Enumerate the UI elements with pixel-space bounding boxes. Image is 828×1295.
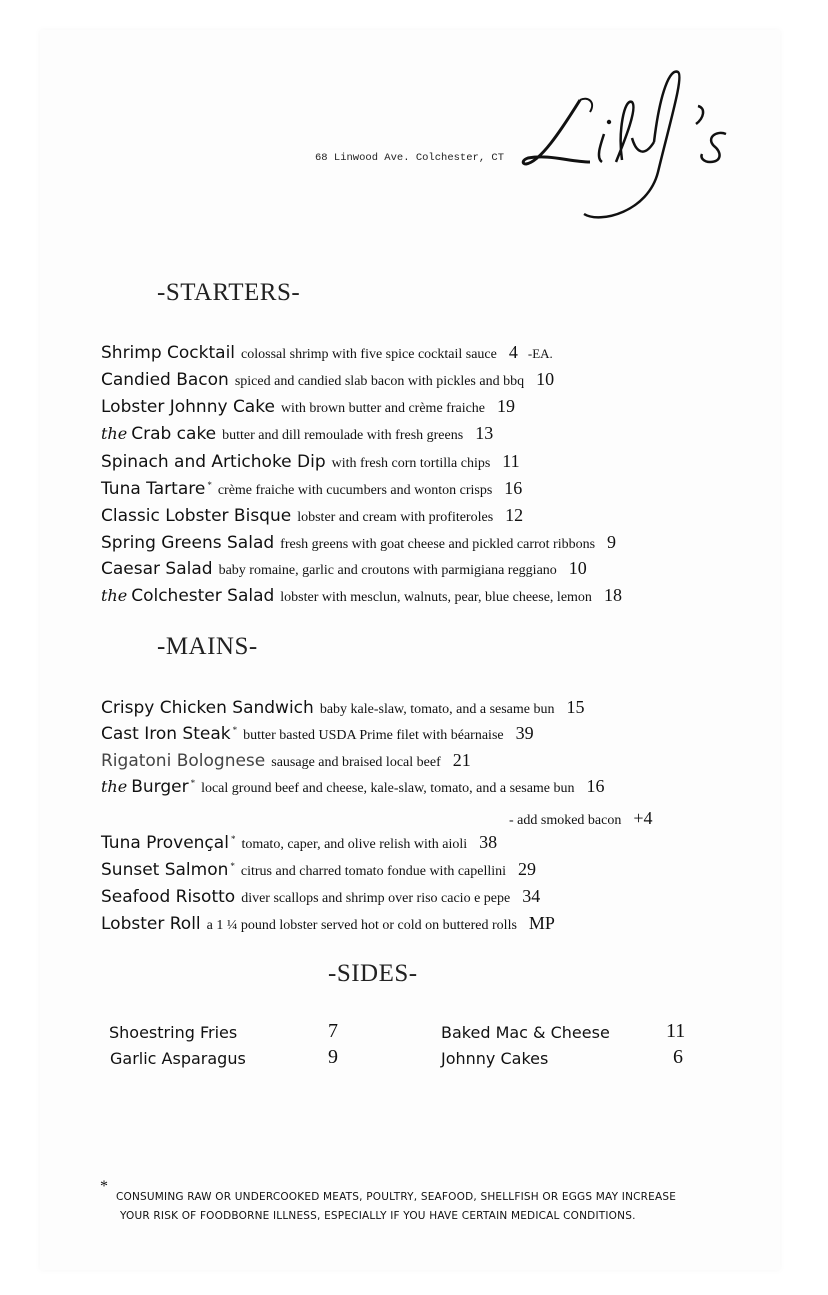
item-price: 38	[479, 832, 498, 852]
addon-price: +4	[633, 808, 653, 828]
item-description: crème fraiche with cucumbers and wonton crisps	[217, 483, 493, 498]
item-prefix: the	[101, 424, 128, 443]
item-description: spiced and candied slab bacon with pickles and bbq	[234, 374, 525, 389]
item-price: MP	[528, 913, 555, 933]
item-price: 18	[603, 585, 622, 605]
side-item-price: 9	[328, 1046, 338, 1068]
raw-warning-asterisk: *	[232, 724, 238, 735]
item-description: local ground beef and cheese, kale-slaw, tomato, and a sesame bun	[201, 781, 575, 796]
item-name: Tuna Provençal	[101, 833, 229, 853]
restaurant-address: 68 Linwood Ave. Colchester, CT	[315, 152, 505, 164]
raw-warning-asterisk: *	[230, 860, 235, 871]
item-name: Colchester Salad	[131, 586, 275, 606]
item-name: Classic Lobster Bisque	[101, 506, 292, 526]
item-name: Spinach and Artichoke Dip	[101, 452, 326, 472]
item-price: 29	[518, 859, 537, 879]
item-name: Lobster Roll	[101, 914, 201, 934]
advisory-line-2: YOUR RISK OF FOODBORNE ILLNESS, ESPECIALLY IF YOU HAVE CERTAIN MEDICAL CONDITIONS.	[120, 1210, 636, 1222]
health-advisory	[116, 1188, 716, 1226]
menu-item-burger	[101, 777, 605, 796]
restaurant-logo	[520, 62, 750, 232]
item-price: 11	[502, 451, 520, 471]
item-price: 16	[586, 776, 605, 796]
side-item-name: Garlic Asparagus	[110, 1049, 246, 1068]
item-description: tomato, caper, and olive relish with aioli	[241, 837, 468, 852]
item-price: 12	[505, 505, 524, 525]
menu-item-crispy-chicken-sandwich	[101, 698, 585, 717]
starters-heading: -STARTERS-	[157, 279, 301, 306]
side-item-price: 7	[328, 1020, 338, 1042]
item-name: Spring Greens Salad	[101, 533, 275, 553]
item-description: citrus and charred tomato fondue with capellini	[240, 864, 507, 879]
item-price: 4	[508, 342, 518, 362]
raw-warning-asterisk: *	[207, 479, 212, 490]
item-prefix: the	[101, 586, 128, 605]
item-price: 13	[475, 423, 494, 443]
menu-item-lobster-roll	[101, 914, 555, 933]
item-name: Crab cake	[131, 424, 217, 444]
menu-item-lobster-johnny-cake	[101, 397, 515, 416]
menu-item-spinach-artichoke-dip	[101, 452, 520, 471]
side-item-name: Johnny Cakes	[441, 1049, 549, 1068]
item-description: butter basted USDA Prime filet with béarnaise	[243, 728, 504, 743]
item-description: lobster with mesclun, walnuts, pear, blue cheese, lemon	[280, 590, 592, 605]
item-price: 34	[522, 886, 541, 906]
item-price-suffix: -EA.	[527, 346, 553, 361]
item-name: Rigatoni Bolognese	[101, 751, 266, 771]
addon-description: - add smoked bacon	[509, 813, 622, 828]
item-name: Shrimp Cocktail	[101, 343, 236, 363]
side-item-name: Shoestring Fries	[109, 1023, 238, 1042]
side-item-price: 6	[673, 1046, 683, 1068]
item-price: 19	[497, 396, 516, 416]
item-price: 10	[536, 369, 555, 389]
raw-warning-asterisk: *	[190, 777, 196, 788]
item-prefix: the	[101, 777, 128, 796]
item-description: fresh greens with goat cheese and pickled carrot ribbons	[280, 537, 596, 552]
item-price: 9	[607, 532, 617, 552]
side-item-name: Baked Mac & Cheese	[441, 1023, 610, 1042]
item-description: with fresh corn tortilla chips	[331, 456, 491, 471]
sides-heading: -SIDES-	[328, 960, 418, 987]
item-price: 15	[566, 697, 585, 717]
item-name: Caesar Salad	[101, 559, 213, 579]
item-price: 10	[568, 558, 587, 578]
item-name: Seafood Risotto	[101, 887, 236, 907]
item-name: Candied Bacon	[101, 370, 229, 390]
item-description: baby romaine, garlic and croutons with parmigiana reggiano	[218, 563, 557, 578]
menu-item-tuna-provencal	[101, 833, 497, 852]
item-description: butter and dill remoulade with fresh greens	[222, 428, 464, 443]
menu-item-colchester-salad	[101, 586, 622, 605]
item-name: Cast Iron Steak	[101, 724, 231, 744]
menu-item-cast-iron-steak	[101, 724, 534, 743]
footnote-asterisk: *	[100, 1178, 108, 1195]
item-name: Crispy Chicken Sandwich	[101, 698, 314, 718]
burger-addon	[503, 808, 653, 829]
menu-item-caesar-salad	[101, 559, 587, 578]
item-name: Burger	[131, 777, 189, 797]
item-description: with brown butter and crème fraiche	[280, 401, 486, 416]
item-description: sausage and braised local beef	[271, 755, 441, 770]
menu-item-shrimp-cocktail	[101, 343, 553, 362]
advisory-line-1: CONSUMING RAW OR UNDERCOOKED MEATS, POULTRY, SEAFOOD, SHELLFISH OR EGGS MAY INCREASE	[116, 1191, 677, 1203]
raw-warning-asterisk: *	[230, 833, 236, 844]
item-price: 39	[515, 723, 534, 743]
item-price: 21	[452, 750, 471, 770]
mains-heading: -MAINS-	[157, 633, 258, 660]
item-name: Sunset Salmon	[101, 860, 229, 880]
menu-item-crab-cake	[101, 424, 493, 443]
item-description: diver scallops and shrimp over riso cacio e pepe	[241, 891, 511, 906]
menu-item-seafood-risotto	[101, 887, 540, 906]
item-name: Tuna Tartare	[101, 479, 206, 499]
menu-item-candied-bacon	[101, 370, 554, 389]
menu-item-spring-greens-salad	[101, 533, 616, 552]
item-description: colossal shrimp with five spice cocktail sauce	[241, 347, 497, 362]
item-description: baby kale-slaw, tomato, and a sesame bun	[319, 702, 555, 717]
item-description: a 1 ¼ pound lobster served hot or cold on buttered rolls	[206, 918, 517, 933]
item-price: 16	[504, 478, 523, 498]
menu-item-tuna-tartare	[101, 479, 522, 498]
item-description: lobster and cream with profiteroles	[297, 510, 494, 525]
menu-item-rigatoni-bolognese	[101, 751, 471, 770]
item-name: Lobster Johnny Cake	[101, 397, 275, 417]
side-item-price: 11	[666, 1020, 686, 1042]
menu-item-sunset-salmon	[101, 860, 536, 879]
menu-item-lobster-bisque	[101, 506, 523, 525]
